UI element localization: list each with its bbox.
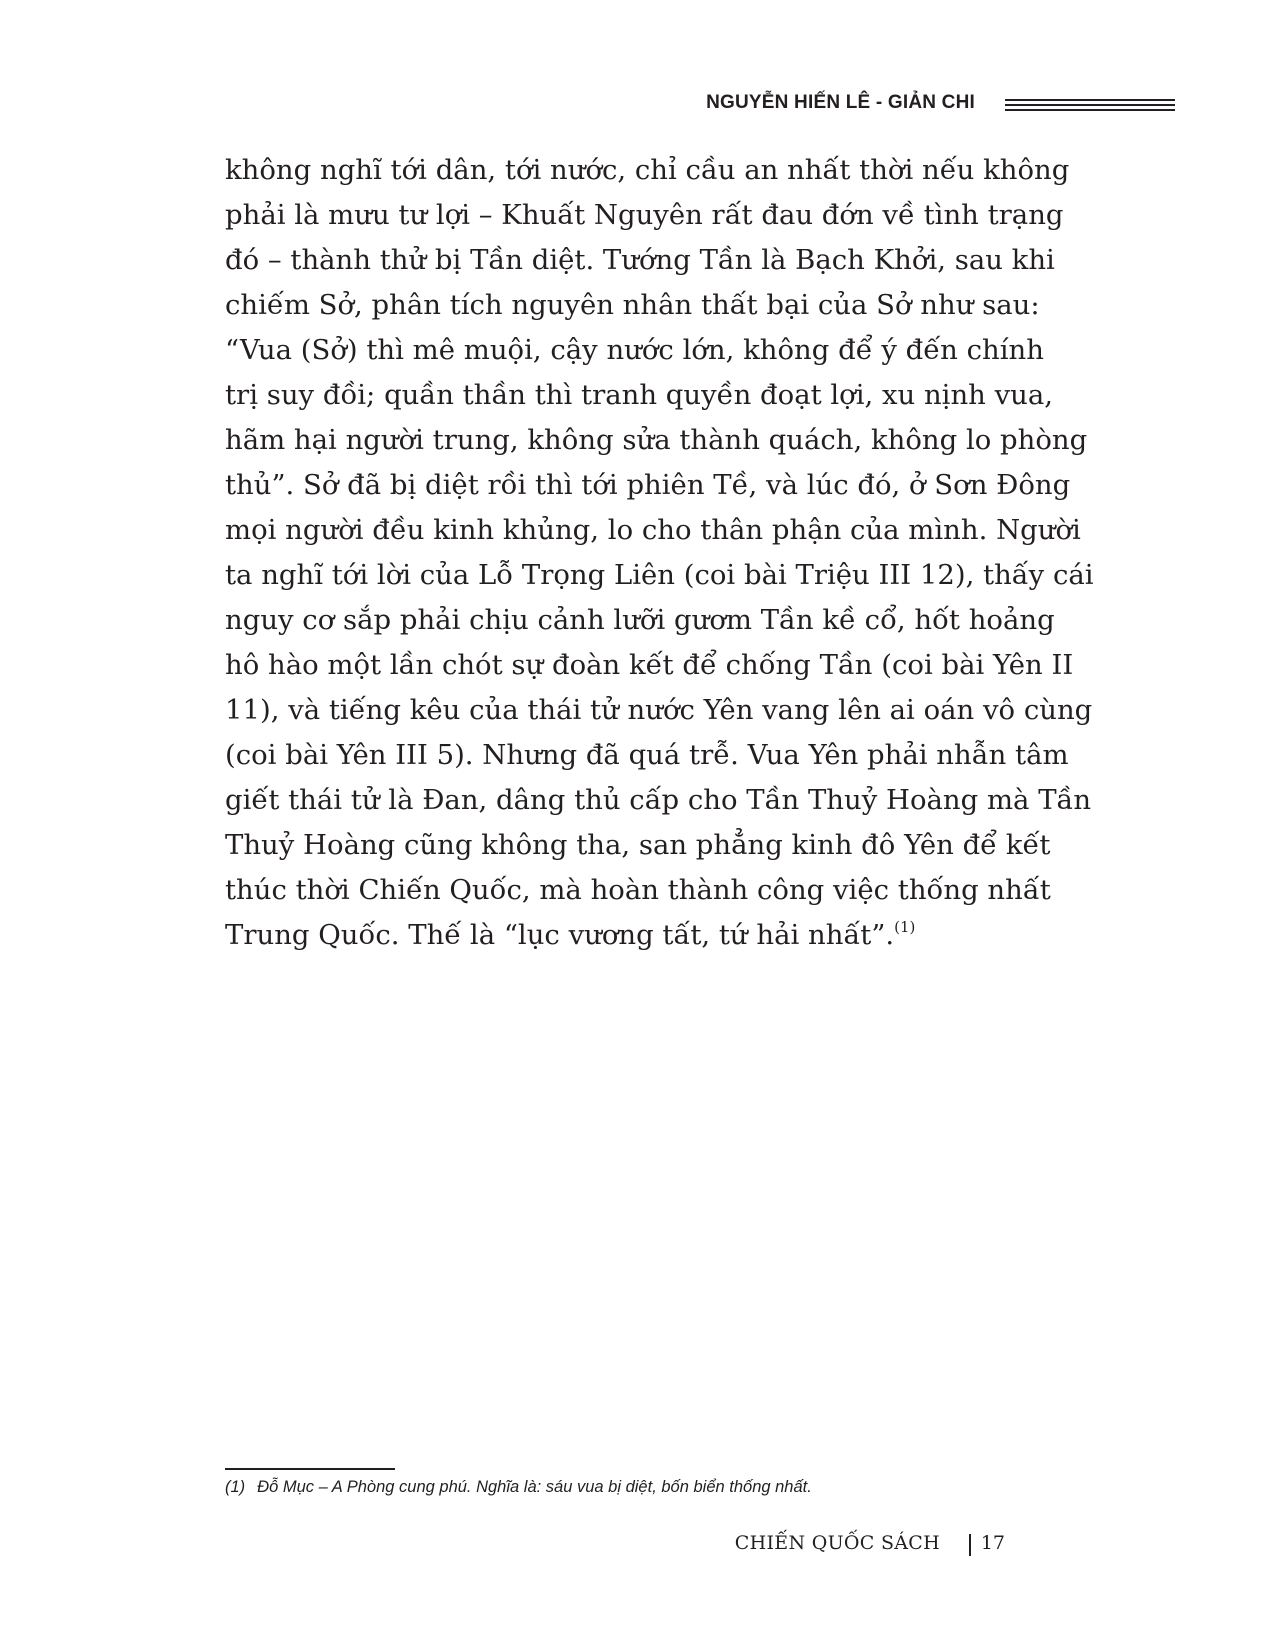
body-text: [225, 148, 1094, 958]
body-line: (coi bài Yên III 5). Nhưng đã quá trễ. Vua Yên phải nhẫn tâm: [225, 739, 1069, 771]
body-last-line-text: Trung Quốc. Thế là “lục vương tất, tứ hải nhất”.: [225, 919, 895, 951]
footer-book-title: CHIẾN QUỐC SÁCH: [734, 1532, 940, 1554]
page-footer: [700, 1532, 1035, 1562]
body-last-line: [225, 913, 1029, 958]
body-line: 11), và tiếng kêu của thái tử nước Yên vang lên ai oán vô cùng: [225, 694, 1093, 726]
body-line: nguy cơ sắp phải chịu cảnh lưỡi gươm Tần kề cổ, hốt hoảng: [225, 604, 1055, 636]
header-rule: [1005, 109, 1175, 111]
body-line: “Vua (Sở) thì mê muội, cậy nước lớn, không để ý đến chính: [225, 334, 1044, 366]
footnote: [225, 1478, 812, 1497]
body-line: hãm hại người trung, không sửa thành quách, không lo phòng: [225, 424, 1088, 456]
footer-separator: [969, 1534, 971, 1556]
running-head-text: NGUYỄN HIẾN LÊ - GIẢN CHI: [706, 92, 975, 113]
footnote-text: Đỗ Mục – A Phòng cung phú. Nghĩa là: sáu vua bị diệt, bốn biển thống nhất.: [257, 1478, 812, 1496]
body-line: thúc thời Chiến Quốc, mà hoàn thành công việc thống nhất: [225, 874, 1051, 906]
footnote-rule: [225, 1468, 395, 1470]
body-line: thủ”. Sở đã bị diệt rồi thì tới phiên Tề, và lúc đó, ở Sơn Đông: [225, 469, 1071, 501]
body-line: trị suy đồi; quần thần thì tranh quyền đoạt lợi, xu nịnh vua,: [225, 379, 1054, 411]
body-line: đó – thành thử bị Tần diệt. Tướng Tần là Bạch Khởi, sau khi: [225, 244, 1055, 276]
body-line: mọi người đều kinh khủng, lo cho thân phận của mình. Người: [225, 514, 1081, 546]
footnote-number: (1): [225, 1478, 246, 1496]
body-line: hô hào một lần chót sự đoàn kết để chống Tần (coi bài Yên II: [225, 649, 1074, 681]
body-line: Thuỷ Hoàng cũng không tha, san phẳng kinh đô Yên để kết: [225, 829, 1051, 861]
body-line: chiếm Sở, phân tích nguyên nhân thất bại của Sở như sau:: [225, 289, 1040, 321]
header-rule: [1005, 99, 1175, 101]
footnote-reference[interactable]: (1): [894, 918, 916, 936]
header-rule: [1005, 104, 1175, 106]
body-line: không nghĩ tới dân, tới nước, chỉ cầu an nhất thời nếu không: [225, 154, 1070, 186]
running-head: [600, 92, 1185, 118]
page-number: 17: [980, 1532, 1005, 1554]
body-line: phải là mưu tư lợi – Khuất Nguyên rất đau đớn về tình trạng: [225, 199, 1064, 231]
body-line: ta nghĩ tới lời của Lỗ Trọng Liên (coi bài Triệu III 12), thấy cái: [225, 559, 1094, 591]
body-line: giết thái tử là Đan, dâng thủ cấp cho Tần Thuỷ Hoàng mà Tần: [225, 784, 1092, 816]
